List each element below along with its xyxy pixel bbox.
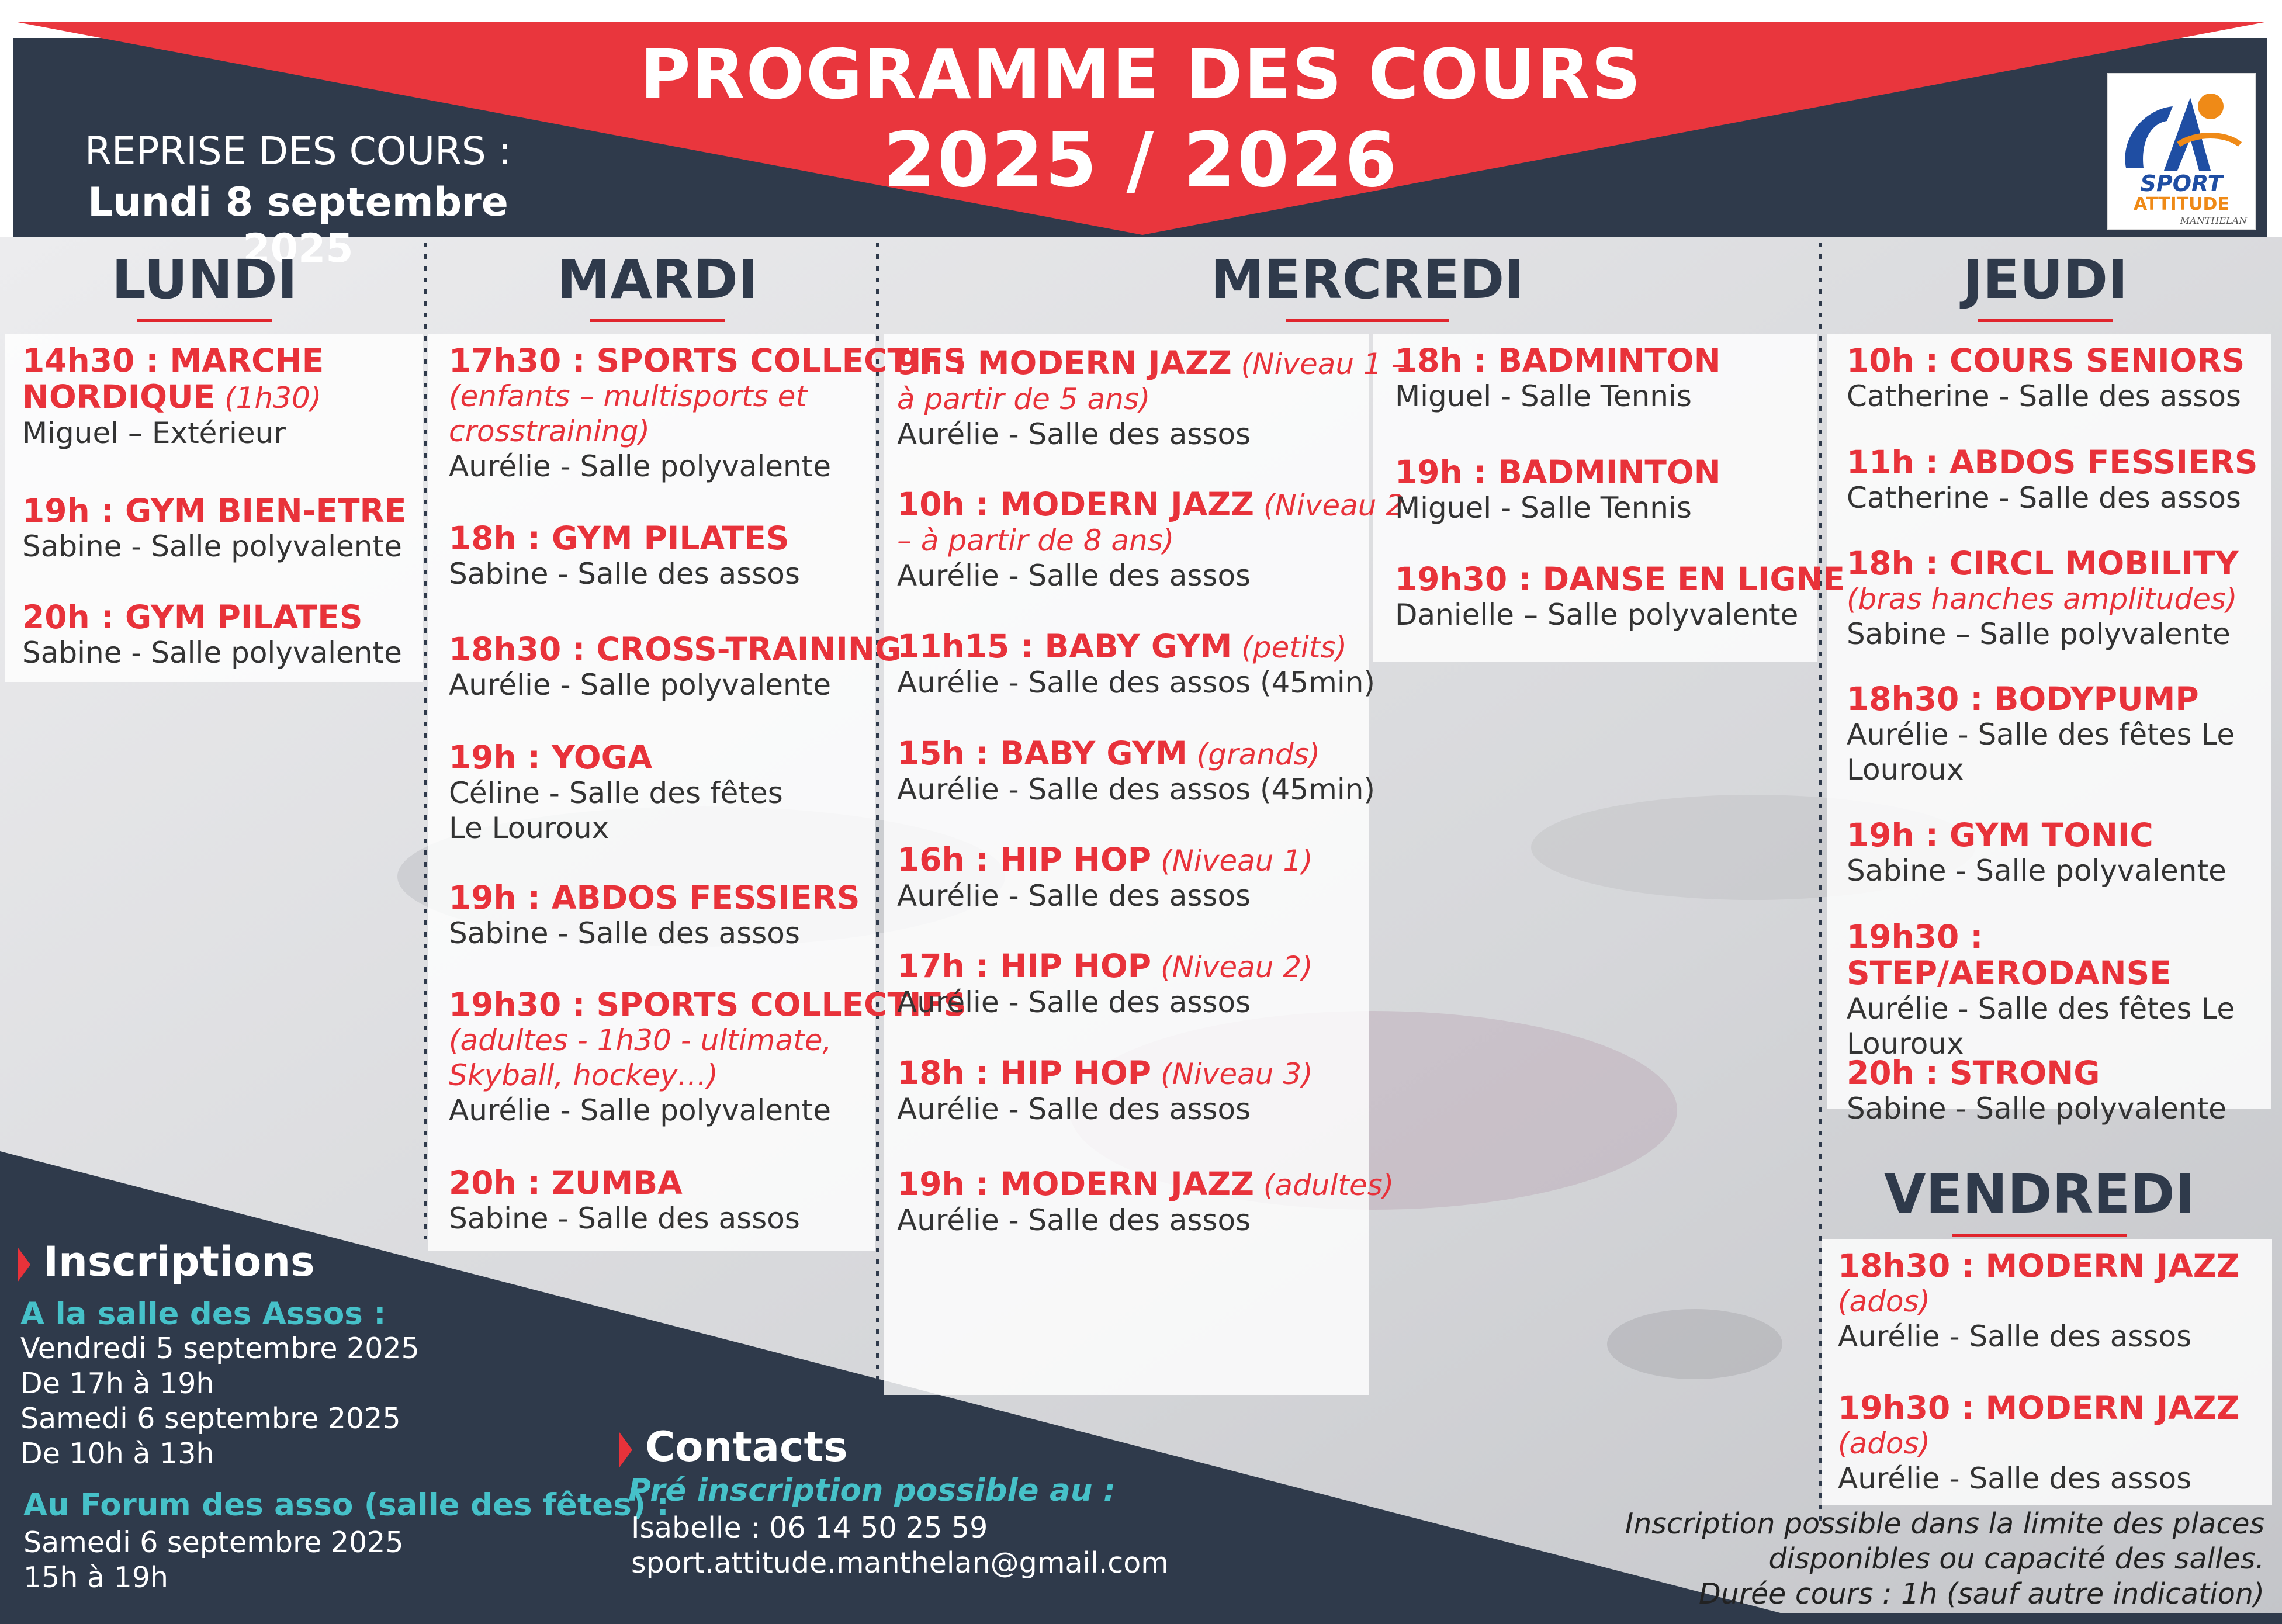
course-subtitle-2: à partir de 5 ans) (897, 382, 1151, 416)
course-title: 16h : HIP HOP (897, 841, 1152, 878)
day-name: LUNDI (112, 248, 297, 311)
course-info: Aurélie - Salle des assos (45min) (897, 666, 1375, 700)
course-vendredi-1 (1838, 1248, 2240, 1354)
inscriptions-line: De 10h à 13h (20, 1437, 214, 1470)
footer-notes (1625, 1507, 2264, 1612)
day-name: JEUDI (1962, 248, 2128, 311)
course-subtitle-2: Skyball, hockey…) (449, 1058, 718, 1092)
course-mardi-2 (449, 520, 800, 591)
course-title: 18h30 : CROSS-TRAINING (449, 631, 902, 668)
inscriptions-line: Samedi 6 septembre 2025 (20, 1402, 401, 1435)
course-subtitle: (Niveau 2 (1263, 489, 1405, 522)
course-jeudi-3 (1847, 545, 2238, 652)
course-title: 9h : MODERN JAZZ (897, 344, 1232, 382)
day-name: MERCREDI (1210, 248, 1525, 311)
course-mercredi-1 (897, 345, 1406, 452)
course-info: Miguel - Salle Tennis (1395, 491, 1692, 525)
inscriptions-place-2: Au Forum des asso (salle des fêtes) : (23, 1487, 669, 1523)
course-info: Aurélie - Salle des assos (897, 1203, 1251, 1237)
course-title: 18h : CIRCL MOBILITY (1847, 545, 2239, 582)
course-title: 19h30 : SPORTS COLLECTIFS (449, 986, 967, 1023)
course-info-2: Le Louroux (449, 811, 610, 845)
course-lundi-2 (22, 493, 406, 564)
course-subtitle-2: – à partir de 8 ans) (897, 524, 1175, 558)
course-title: 19h : GYM TONIC (1847, 816, 2153, 854)
course-lundi-3 (22, 599, 402, 670)
course-subtitle: (Niveau 3) (1160, 1057, 1313, 1091)
course-title: 14h30 : MARCHE (22, 342, 324, 379)
course-info: Catherine - Salle des assos (1847, 481, 2241, 515)
day-name: VENDREDI (1884, 1163, 2195, 1225)
course-info: Sabine - Salle polyvalente (1847, 854, 2226, 888)
course-title: 10h : COURS SENIORS (1847, 342, 2245, 379)
note-line: disponibles ou capacité des salles. (1768, 1542, 2264, 1575)
course-title: 11h15 : BABY GYM (897, 628, 1232, 665)
course-subtitle: (Niveau 1) (1160, 844, 1313, 878)
course-title: 19h : MODERN JAZZ (897, 1165, 1255, 1203)
course-title: 19h : BADMINTON (1395, 453, 1721, 491)
course-info: Aurélie - Salle des assos (1838, 1462, 2192, 1495)
contacts-subtitle: Pré inscription possible au : (628, 1473, 1116, 1508)
inscriptions-line: De 17h à 19h (20, 1367, 214, 1400)
course-info: Miguel - Salle Tennis (1395, 379, 1692, 413)
logo-icon (2108, 74, 2255, 229)
course-mercredi-3 (897, 628, 1375, 700)
course-mercredi-6 (897, 948, 1313, 1020)
course-info-2: Louroux (1847, 1027, 1964, 1061)
course-subtitle: (adultes) (1263, 1168, 1394, 1202)
course-info: Aurélie - Salle polyvalente (449, 449, 832, 483)
course-jeudi-5 (1847, 817, 2226, 888)
course-title: 19h30 : STEP/AERODANSE (1847, 918, 2172, 992)
course-info: Sabine - Salle des assos (449, 1201, 800, 1235)
course-title: 19h30 : DANSE EN LIGNE (1395, 560, 1845, 598)
season-title: 2025 / 2026 (883, 117, 1399, 204)
course-title: 17h30 : SPORTS COLLECTIFS (449, 342, 967, 379)
day-header-mardi (459, 248, 856, 322)
course-mercredi-5 (897, 842, 1313, 913)
contacts-heading-text: Contacts (645, 1423, 848, 1471)
sport-attitude-logo (2107, 73, 2256, 230)
course-subtitle: (ados) (1838, 1284, 1931, 1318)
course-title: 18h : BADMINTON (1395, 342, 1721, 379)
course-title: 20h : ZUMBA (449, 1164, 683, 1201)
contact-phone[interactable]: Isabelle : 06 14 50 25 59 (631, 1511, 988, 1545)
course-jeudi-6 (1847, 919, 2282, 1061)
course-info: Aurélie - Salle polyvalente (449, 668, 832, 702)
course-info: Danielle – Salle polyvalente (1395, 598, 1799, 632)
day-name: MARDI (556, 248, 759, 311)
course-info: Aurélie - Salle des assos (897, 559, 1251, 593)
arrow-icon (18, 1247, 30, 1282)
course-info: Aurélie - Salle des assos (897, 879, 1251, 913)
course-title: 20h : STRONG (1847, 1054, 2100, 1092)
course-subtitle: (petits) (1241, 631, 1347, 664)
logo-text-sport: SPORT (2140, 171, 2223, 196)
reprise-label: REPRISE DES COURS : (85, 129, 511, 174)
arrow-icon (619, 1432, 632, 1467)
course-mardi-7 (449, 1165, 800, 1236)
course-title-2: NORDIQUE (22, 378, 216, 415)
course-mercredi-r2 (1395, 454, 1721, 525)
course-mercredi-2 (897, 486, 1404, 593)
course-title: 10h : MODERN JAZZ (897, 486, 1255, 523)
course-info: Sabine – Salle polyvalente (1847, 617, 2231, 651)
logo-text-attitude: ATTITUDE (2134, 194, 2229, 214)
course-info: Sabine - Salle polyvalente (1847, 1092, 2226, 1126)
course-title: 18h : HIP HOP (897, 1054, 1152, 1092)
course-title: 18h : GYM PILATES (449, 520, 789, 557)
day-header-lundi (35, 248, 374, 322)
contact-email[interactable]: sport.attitude.manthelan@gmail.com (631, 1546, 1169, 1580)
course-info: Aurélie - Salle des assos (45min) (897, 773, 1375, 806)
inscriptions-line: Vendredi 5 septembre 2025 (20, 1332, 420, 1365)
course-subtitle: (Niveau 1 – (1241, 347, 1406, 381)
course-jeudi-2 (1847, 444, 2258, 515)
course-mercredi-4 (897, 735, 1375, 807)
course-jeudi-7 (1847, 1055, 2226, 1126)
course-title: 19h : ABDOS FESSIERS (449, 879, 860, 916)
course-subtitle: (adultes - 1h30 - ultimate, (449, 1023, 832, 1057)
course-info: Aurélie - Salle des fêtes Le (1847, 992, 2235, 1026)
day-header-jeudi (1841, 248, 2250, 322)
course-info: Sabine - Salle polyvalente (22, 529, 402, 563)
course-mercredi-r1 (1395, 342, 1721, 414)
course-info: Sabine - Salle polyvalente (22, 636, 402, 670)
course-title: 17h : HIP HOP (897, 947, 1152, 985)
course-subtitle-2: crosstraining) (449, 414, 650, 448)
course-info: Sabine - Salle des assos (449, 916, 800, 950)
course-subtitle: (Niveau 2) (1160, 950, 1313, 984)
course-title: 15h : BABY GYM (897, 735, 1187, 772)
note-line: Durée cours : 1h (sauf autre indication) (1699, 1577, 2264, 1611)
course-title: 18h30 : MODERN JAZZ (1838, 1247, 2240, 1284)
logo-text-manthelan: MANTHELAN (2180, 215, 2248, 226)
inscriptions-line: Samedi 6 septembre 2025 (23, 1526, 404, 1559)
course-info: Aurélie - Salle des assos (1838, 1320, 2192, 1353)
course-title: 19h : YOGA (449, 739, 653, 776)
course-title: 19h30 : MODERN JAZZ (1838, 1389, 2240, 1426)
contacts-heading (619, 1423, 848, 1471)
course-mercredi-7 (897, 1055, 1313, 1127)
course-info: Aurélie - Salle polyvalente (449, 1093, 832, 1127)
course-info: Céline - Salle des fêtes (449, 776, 783, 810)
course-info: Aurélie - Salle des fêtes Le (1847, 718, 2235, 752)
course-title: 20h : GYM PILATES (22, 598, 363, 636)
reprise-date: Lundi 8 septembre 2025 (88, 179, 508, 272)
course-subtitle: (grands) (1196, 737, 1321, 771)
course-mardi-1 (449, 342, 967, 484)
course-vendredi-2 (1838, 1390, 2240, 1496)
note-line: Inscription possible dans la limite des places (1625, 1507, 2264, 1540)
course-mardi-4 (449, 739, 783, 846)
course-subtitle: (1h30) (224, 381, 322, 415)
course-title: 11h : ABDOS FESSIERS (1847, 444, 2258, 481)
course-mercredi-r3 (1395, 561, 1845, 632)
course-title: 18h30 : BODYPUMP (1847, 680, 2199, 718)
course-info: Sabine - Salle des assos (449, 557, 800, 591)
course-jeudi-1 (1847, 342, 2245, 414)
course-jeudi-4 (1847, 681, 2235, 787)
inscriptions-place-1: A la salle des Assos : (20, 1296, 386, 1332)
course-mardi-3 (449, 631, 901, 702)
inscriptions-heading-text: Inscriptions (43, 1238, 315, 1286)
inscriptions-line: 15h à 19h (23, 1561, 168, 1594)
course-subtitle: (enfants – multisports et (449, 379, 807, 413)
course-mercredi-8 (897, 1166, 1394, 1238)
page-title: PROGRAMME DES COURS (640, 34, 1642, 115)
course-title: 19h : GYM BIEN-ETRE (22, 492, 407, 529)
course-info: Miguel – Extérieur (22, 416, 286, 450)
course-mardi-6 (449, 986, 967, 1128)
course-lundi-1 (22, 342, 324, 451)
course-info: Catherine - Salle des assos (1847, 379, 2241, 413)
course-subtitle: (bras hanches amplitudes) (1847, 582, 2238, 616)
course-info: Aurélie - Salle des assos (897, 985, 1251, 1019)
course-info: Aurélie - Salle des assos (897, 1092, 1251, 1126)
course-info: Aurélie - Salle des assos (897, 417, 1251, 451)
course-mardi-5 (449, 879, 860, 951)
course-info-2: Louroux (1847, 753, 1964, 787)
course-subtitle: (ados) (1838, 1426, 1931, 1460)
day-header-vendredi (1835, 1163, 2244, 1237)
inscriptions-heading (18, 1238, 315, 1286)
day-header-mercredi (935, 248, 1800, 322)
